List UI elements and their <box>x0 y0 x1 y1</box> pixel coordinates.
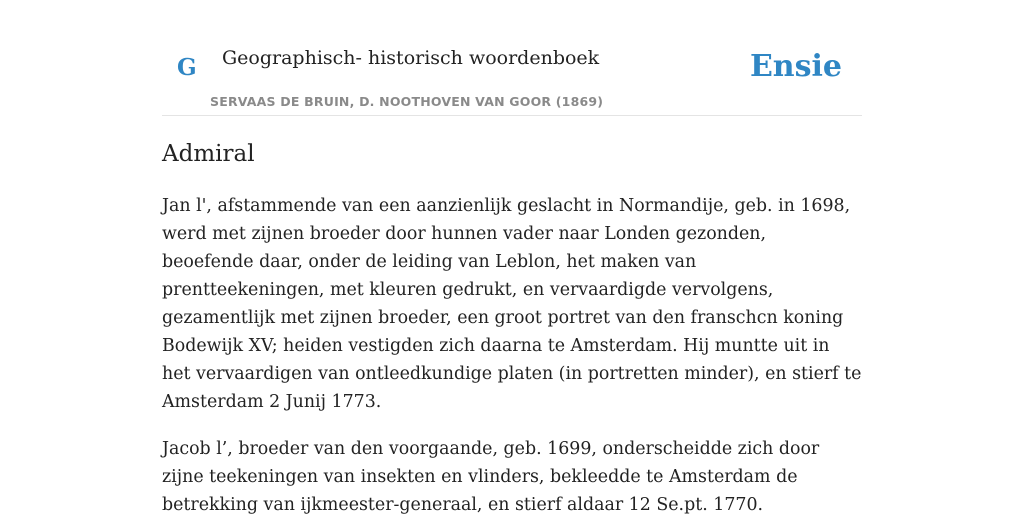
entry-paragraph-1: Jan l', afstammende van een aanzienlijk geslacht in Normandije, geb. in 1698, werd met zijnen broeder door hunnen vader naar Londen gezonden, beoefende daar, onder de leiding van Leblon, het maken van prentteekeningen, met kleuren gedrukt, en vervaardigde vervolgens, gezamentlijk met zijnen broeder, een groot portret van den franschcn koning Bodewijk XV; heiden vestigden zich daarna te Amsterdam. Hij muntte uit in het vervaardigen van ontleedkundige platen (in portretten minder), en stierf te Amsterdam 2 Junij 1773. <box>162 195 862 412</box>
book-authors: SERVAAS DE BRUIN, D. NOOTHOVEN VAN GOOR (1869) <box>210 94 604 109</box>
book-header <box>162 0 862 116</box>
entry-paragraph-2: Jacob l’, broeder van den voorgaande, geb. 1699, onderscheidde zich door zijne teekeningen van insekten en vlinders, bekleedde te Amsterdam de betrekking van ijkmeester-generaal, en stierf aldaar 12 Se.pt. 1770. <box>162 438 820 515</box>
ensie-logo-link[interactable]: Ensie <box>749 49 842 84</box>
book-initial-logo[interactable]: G <box>177 54 197 81</box>
book-title[interactable]: Geographisch- historisch woordenboek <box>222 47 600 69</box>
page-container <box>162 0 862 519</box>
entry-title: Admiral <box>162 141 255 167</box>
